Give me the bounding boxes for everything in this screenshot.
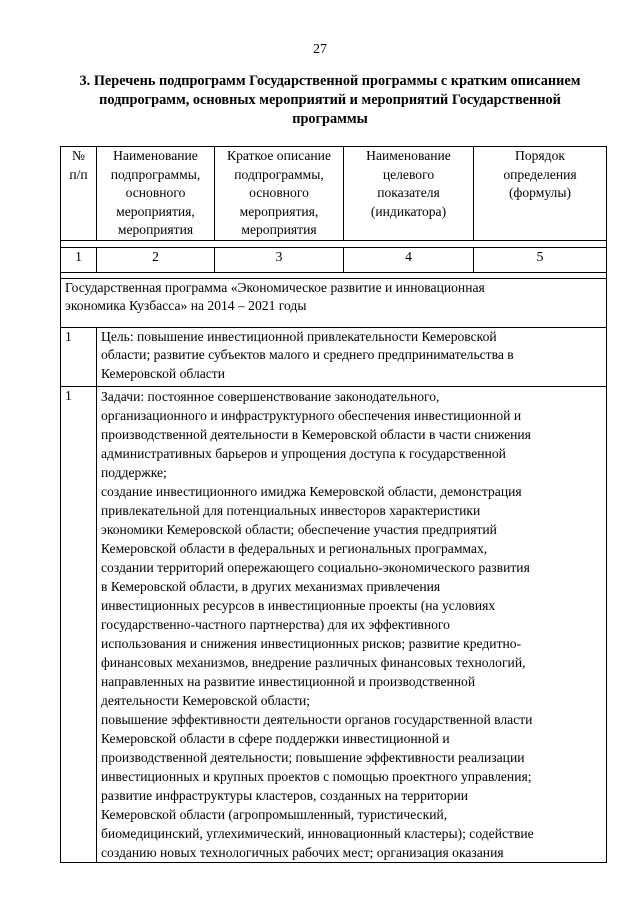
program-line: Государственная программа «Экономическое развитие и инновационная bbox=[65, 279, 485, 295]
header-text: Наименование bbox=[113, 148, 198, 163]
header-text: (индикатора) bbox=[370, 203, 447, 219]
header-cell-formula bbox=[474, 147, 607, 241]
header-text: целевого bbox=[382, 166, 435, 182]
tasks-line: государственно-частного партнерства) для их эффективного bbox=[101, 616, 450, 632]
tasks-line: производственной деятельности; повышение эффективности реализации bbox=[101, 749, 525, 765]
header-text: подпрограммы, bbox=[110, 166, 201, 182]
header-text: мероприятия bbox=[117, 222, 194, 237]
header-cell-name bbox=[97, 147, 215, 241]
header-text: № bbox=[72, 148, 85, 163]
header-text: п/п bbox=[69, 166, 88, 182]
tasks-line: организационного и инфраструктурного обеспечения инвестиционной и bbox=[101, 407, 522, 423]
title-line: 3. Перечень подпрограмм Государственной программы с кратким описанием bbox=[79, 73, 581, 89]
tasks-line: Кемеровской области в сфере поддержки инвестиционной и bbox=[101, 730, 450, 746]
header-text: Наименование bbox=[366, 148, 451, 163]
tasks-line: направленных на развитие инвестиционной и производственной bbox=[101, 673, 476, 689]
column-number: 2 bbox=[97, 247, 215, 272]
tasks-line: Кемеровской области в федеральных и региональных программах, bbox=[101, 540, 488, 556]
column-number-row bbox=[61, 247, 607, 272]
spacer-row bbox=[61, 240, 607, 247]
header-text: показателя bbox=[377, 185, 440, 200]
header-text: мероприятия bbox=[241, 222, 317, 237]
tasks-line: инвестиционных ресурсов в инвестиционные проекты (на условиях bbox=[101, 597, 496, 613]
header-text: мероприятия, bbox=[239, 203, 319, 219]
tasks-line: создании территорий опережающего социально-экономического развития bbox=[101, 559, 530, 575]
goal-cell bbox=[97, 327, 607, 386]
tasks-line: развитие инфраструктуры кластеров, созданных на территории bbox=[101, 787, 469, 803]
header-cell-description bbox=[215, 147, 344, 241]
tasks-line: финансовых механизмов, внедрение различных финансовых технологий, bbox=[101, 654, 526, 670]
header-text: основного bbox=[249, 185, 309, 200]
column-number: 3 bbox=[215, 247, 344, 272]
tasks-line: использования и снижения инвестиционных рисков; развитие кредитно- bbox=[101, 635, 522, 651]
header-text: (формулы) bbox=[509, 185, 571, 200]
header-text: подпрограммы, bbox=[234, 166, 324, 182]
column-number: 4 bbox=[344, 247, 474, 272]
tasks-line: производственной деятельности в Кемеровской области в части снижения bbox=[101, 426, 531, 442]
header-text: определения bbox=[503, 166, 577, 182]
title-line: подпрограмм, основных мероприятий и мероприятий Государственной bbox=[99, 92, 561, 108]
goal-line: Кемеровской области bbox=[101, 365, 226, 381]
goal-number: 1 bbox=[61, 327, 97, 386]
spacer-cell bbox=[61, 240, 607, 247]
tasks-line: Кемеровской области (агропромышленный, туристический, bbox=[101, 806, 448, 822]
header-row bbox=[61, 147, 607, 241]
program-cell bbox=[61, 278, 607, 327]
program-row bbox=[61, 278, 607, 327]
header-text: Порядок bbox=[515, 148, 565, 163]
goal-row bbox=[61, 327, 607, 386]
column-number: 5 bbox=[474, 247, 607, 272]
header-text: мероприятия, bbox=[116, 203, 195, 219]
header-text: основного bbox=[125, 185, 186, 200]
tasks-line: Задачи: постоянное совершенствование законодательного, bbox=[101, 388, 440, 404]
tasks-line: в Кемеровской области, в других механизмах привлечения bbox=[101, 578, 441, 594]
subprograms-table bbox=[60, 146, 607, 863]
tasks-cell bbox=[97, 386, 607, 862]
tasks-line: созданию новых технологичных рабочих мест; организация оказания bbox=[101, 844, 504, 860]
column-number: 1 bbox=[61, 247, 97, 272]
program-line: экономика Кузбасса» на 2014 – 2021 годы bbox=[65, 298, 307, 313]
header-text: Краткое описание bbox=[227, 148, 331, 163]
tasks-line: привлекательной для потенциальных инвесторов характеристики bbox=[101, 502, 481, 518]
tasks-line: административных барьеров и упрощения доступа к государственной bbox=[101, 445, 506, 461]
tasks-line: экономики Кемеровской области; обеспечение участия предприятий bbox=[101, 521, 497, 537]
header-cell-indicator bbox=[344, 147, 474, 241]
tasks-line: биомедицинский, углехимический, инновационный кластеры); содействие bbox=[101, 825, 534, 841]
page-number: 27 bbox=[313, 42, 327, 57]
tasks-number: 1 bbox=[61, 386, 97, 862]
tasks-row bbox=[61, 386, 607, 862]
tasks-line: инвестиционных и крупных проектов с помощью проектного управления; bbox=[101, 768, 532, 784]
section-title bbox=[50, 72, 610, 129]
tasks-line: создание инвестиционного имиджа Кемеровской области, демонстрация bbox=[101, 483, 522, 499]
title-line: программы bbox=[292, 111, 368, 127]
goal-line: области; развитие субъектов малого и среднего предпринимательства в bbox=[101, 347, 514, 362]
tasks-line: повышение эффективности деятельности органов государственной власти bbox=[101, 711, 533, 727]
goal-line: Цель: повышение инвестиционной привлекательности Кемеровской bbox=[101, 328, 497, 344]
header-cell-number bbox=[61, 147, 97, 241]
tasks-line: деятельности Кемеровской области; bbox=[101, 692, 311, 708]
tasks-line: поддержке; bbox=[101, 464, 167, 480]
